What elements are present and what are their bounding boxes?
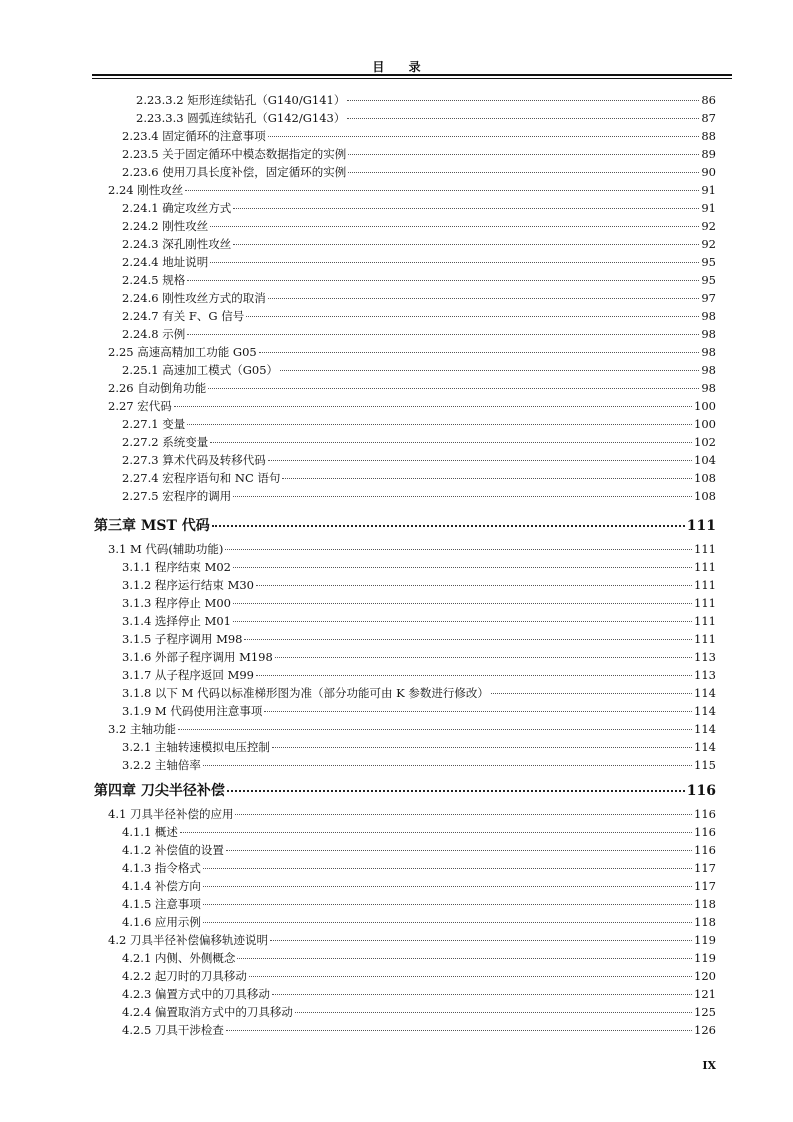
toc-entry-page: 91 <box>701 201 716 215</box>
dot-leader <box>268 298 700 299</box>
dot-leader <box>348 154 699 155</box>
toc-entry[interactable] <box>122 879 716 893</box>
toc-entry[interactable] <box>122 861 716 875</box>
toc-entry[interactable] <box>122 578 716 592</box>
header-rule-thin <box>92 78 732 79</box>
toc-entry-title: 4.2.4 偏置取消方式中的刀具移动 <box>122 1005 293 1019</box>
toc-entry-page: 104 <box>694 453 716 467</box>
toc-entry-page: 118 <box>694 897 716 911</box>
toc-entry[interactable] <box>122 704 716 718</box>
dot-leader <box>268 136 700 137</box>
dot-leader <box>233 244 699 245</box>
toc-entry[interactable] <box>108 722 716 736</box>
toc-entry-page: 95 <box>701 255 716 269</box>
dot-leader <box>208 388 699 389</box>
toc-entry[interactable] <box>108 381 716 395</box>
toc-entry-title: 2.27.3 算术代码及转移代码 <box>122 453 266 467</box>
toc-entry-title: 4.1.1 概述 <box>122 825 178 839</box>
toc-entry[interactable] <box>122 255 716 269</box>
dot-leader <box>295 1012 692 1013</box>
dot-leader <box>226 850 692 851</box>
toc-entry-title: 2.23.3.3 圆弧连续钻孔（G142/G143） <box>136 111 346 125</box>
toc-entry-title: 4.2.3 偏置方式中的刀具移动 <box>122 987 270 1001</box>
toc-entry-page: 116 <box>694 843 716 857</box>
toc-entry[interactable] <box>122 363 716 377</box>
dot-leader <box>174 406 692 407</box>
toc-entry-title: 3.1.8 以下 M 代码以标准梯形图为准（部分功能可由 K 参数进行修改） <box>122 686 489 700</box>
dot-leader <box>249 976 692 977</box>
toc-entry-page: 95 <box>701 273 716 287</box>
toc-entry-title: 3.1 M 代码(辅助功能) <box>108 542 224 556</box>
toc-entry-page: 111 <box>694 632 716 646</box>
toc-entry-title: 4.1.5 注意事项 <box>122 897 201 911</box>
toc-entry-page: 100 <box>694 417 716 431</box>
header-rule-thick <box>92 74 732 76</box>
dot-leader <box>203 868 692 869</box>
toc-entry[interactable] <box>122 1005 716 1019</box>
toc-entry-page: 111 <box>686 518 716 534</box>
toc-entry-title: 4.1.4 补偿方向 <box>122 879 201 893</box>
toc-entry-title: 2.27.1 变量 <box>122 417 186 431</box>
toc-entry-page: 92 <box>701 219 716 233</box>
toc-entry-page: 90 <box>701 165 716 179</box>
toc-entry-page: 89 <box>701 147 716 161</box>
toc-entry-page: 111 <box>694 560 716 574</box>
dot-leader <box>272 994 692 995</box>
toc-entry[interactable] <box>122 614 716 628</box>
toc-entry[interactable] <box>122 471 716 485</box>
toc-entry-page: 98 <box>701 363 716 377</box>
toc-entry[interactable] <box>122 632 716 646</box>
dot-leader <box>233 567 692 568</box>
toc-entry[interactable] <box>122 1023 716 1037</box>
toc-entry-page: 126 <box>694 1023 716 1037</box>
toc-entry-title: 2.24.7 有关 F、G 信号 <box>122 309 245 323</box>
toc-entry-title: 2.27 宏代码 <box>108 399 172 413</box>
toc-entry-page: 111 <box>694 542 716 556</box>
dot-leader <box>237 958 692 959</box>
toc-entry-title: 2.25.1 高速加工模式（G05） <box>122 363 279 377</box>
dot-leader <box>275 657 692 658</box>
toc-entry[interactable] <box>122 147 716 161</box>
toc-entry-page: 111 <box>694 614 716 628</box>
dot-leader <box>347 100 699 101</box>
toc-entry[interactable] <box>122 758 716 772</box>
dot-leader <box>348 172 699 173</box>
toc-entry-page: 102 <box>694 435 716 449</box>
toc-entry-page: 86 <box>701 93 716 107</box>
toc-entry-title: 2.24.4 地址说明 <box>122 255 209 269</box>
toc-chapter-entry[interactable] <box>94 783 716 800</box>
toc-entry-title: 3.2 主轴功能 <box>108 722 176 736</box>
toc-entry-page: 120 <box>694 969 716 983</box>
toc-entry-page: 125 <box>694 1005 716 1019</box>
toc-entry-title: 4.2.1 内侧、外侧概念 <box>122 951 236 965</box>
toc-entry-page: 113 <box>694 668 716 682</box>
dot-leader <box>210 442 692 443</box>
toc-entry-page: 114 <box>694 686 716 700</box>
toc-entry-page: 116 <box>686 783 716 799</box>
toc-entry[interactable] <box>122 897 716 911</box>
toc-entry[interactable] <box>108 183 716 197</box>
toc-entry[interactable] <box>136 93 716 107</box>
toc-entry-page: 121 <box>694 987 716 1001</box>
toc-entry-page: 119 <box>694 933 716 947</box>
toc-entry[interactable] <box>136 111 716 125</box>
dot-leader <box>244 639 692 640</box>
toc-entry-title: 2.23.4 固定循环的注意事项 <box>122 129 266 143</box>
toc-entry[interactable] <box>122 825 716 839</box>
dot-leader <box>256 585 692 586</box>
toc-entry-page: 97 <box>701 291 716 305</box>
toc-entry-title: 4.2 刀具半径补偿偏移轨迹说明 <box>108 933 268 947</box>
toc-entry-title: 2.24.5 规格 <box>122 273 186 287</box>
toc-entry-title: 第四章 刀尖半径补偿 <box>94 783 225 799</box>
toc-entry-page: 98 <box>701 327 716 341</box>
toc-entry-page: 114 <box>694 722 716 736</box>
toc-entry[interactable] <box>108 399 716 413</box>
toc-entry[interactable] <box>108 933 716 947</box>
toc-entry-page: 115 <box>694 758 716 772</box>
dot-leader <box>203 886 692 887</box>
toc-entry[interactable] <box>122 201 716 215</box>
dot-leader <box>185 190 699 191</box>
toc-entry-title: 4.2.5 刀具干涉检查 <box>122 1023 224 1037</box>
toc-entry-page: 119 <box>694 951 716 965</box>
dot-leader <box>233 208 699 209</box>
dot-leader <box>178 729 692 730</box>
dot-leader <box>259 352 700 353</box>
dot-leader <box>233 603 692 604</box>
toc-entry-page: 88 <box>701 129 716 143</box>
dot-leader <box>270 940 692 941</box>
toc-entry-page: 118 <box>694 915 716 929</box>
dot-leader <box>187 424 692 425</box>
toc-entry[interactable] <box>108 807 716 821</box>
dot-leader <box>212 525 685 527</box>
toc-entry-title: 2.24.8 示例 <box>122 327 186 341</box>
toc-entry-title: 4.2.2 起刀时的刀具移动 <box>122 969 247 983</box>
toc-entry-title: 4.1.3 指令格式 <box>122 861 201 875</box>
toc-entry[interactable] <box>122 650 716 664</box>
toc-entry[interactable] <box>122 915 716 929</box>
toc-entry[interactable] <box>108 542 716 556</box>
toc-entry-title: 2.24.2 刚性攻丝 <box>122 219 209 233</box>
toc-entry-page: 108 <box>694 471 716 485</box>
toc-entry-page: 114 <box>694 740 716 754</box>
toc-entry-page: 117 <box>694 861 716 875</box>
toc-entry-title: 3.1.3 程序停止 M00 <box>122 596 231 610</box>
toc-entry-page: 91 <box>701 183 716 197</box>
toc-entry-title: 3.1.1 程序结束 M02 <box>122 560 231 574</box>
dot-leader <box>203 904 692 905</box>
toc-entry-page: 117 <box>694 879 716 893</box>
toc-entry-title: 3.1.2 程序运行结束 M30 <box>122 578 254 592</box>
dot-leader <box>347 118 699 119</box>
dot-leader <box>233 621 692 622</box>
toc-entry-page: 87 <box>701 111 716 125</box>
footer-page-number: IX <box>702 1059 716 1072</box>
toc-entry[interactable] <box>122 668 716 682</box>
dot-leader <box>233 496 692 497</box>
toc-entry-page: 113 <box>694 650 716 664</box>
toc-entry-title: 3.2.1 主轴转速模拟电压控制 <box>122 740 270 754</box>
toc-entry-title: 4.1.6 应用示例 <box>122 915 201 929</box>
toc-entry-title: 3.1.9 M 代码使用注意事项 <box>122 704 263 718</box>
toc-entry-title: 3.1.7 从子程序返回 M99 <box>122 668 254 682</box>
toc-entry-page: 108 <box>694 489 716 503</box>
dot-leader <box>225 549 692 550</box>
toc-entry[interactable] <box>122 273 716 287</box>
dot-leader <box>226 1030 692 1031</box>
dot-leader <box>272 747 692 748</box>
dot-leader <box>210 226 699 227</box>
toc-entry-title: 2.27.4 宏程序语句和 NC 语句 <box>122 471 281 485</box>
dot-leader <box>180 832 692 833</box>
dot-leader <box>187 334 699 335</box>
toc-entry[interactable] <box>108 345 716 359</box>
toc-entry[interactable] <box>122 686 716 700</box>
toc-entry[interactable] <box>122 291 716 305</box>
toc-entry-title: 2.27.2 系统变量 <box>122 435 209 449</box>
toc-entry-title: 2.23.3.2 矩形连续钻孔（G140/G141） <box>136 93 346 107</box>
toc-entry-page: 111 <box>694 596 716 610</box>
toc-entry[interactable] <box>122 951 716 965</box>
toc-entry[interactable] <box>122 219 716 233</box>
toc-entry-page: 92 <box>701 237 716 251</box>
dot-leader <box>210 262 699 263</box>
toc-entry[interactable] <box>122 596 716 610</box>
toc-entry[interactable] <box>122 560 716 574</box>
toc-entry[interactable] <box>122 489 716 503</box>
toc-entry-title: 2.27.5 宏程序的调用 <box>122 489 232 503</box>
dot-leader <box>187 280 699 281</box>
toc-entry-title: 3.1.4 选择停止 M01 <box>122 614 231 628</box>
toc-entry-title: 2.24.3 深孔刚性攻丝 <box>122 237 232 251</box>
toc-entry-title: 3.2.2 主轴倍率 <box>122 758 201 772</box>
toc-entry[interactable] <box>122 165 716 179</box>
toc-chapter-entry[interactable] <box>94 518 716 535</box>
dot-leader <box>203 765 692 766</box>
toc-entry-title: 3.1.6 外部子程序调用 M198 <box>122 650 273 664</box>
toc-entry-title: 2.24.1 确定攻丝方式 <box>122 201 232 215</box>
dot-leader <box>203 922 692 923</box>
toc-entry-title: 2.23.5 关于固定循环中模态数据指定的实例 <box>122 147 347 161</box>
toc-entry-page: 100 <box>694 399 716 413</box>
toc-entry[interactable] <box>122 129 716 143</box>
dot-leader <box>282 478 692 479</box>
toc-entry-page: 116 <box>694 825 716 839</box>
toc-entry-page: 111 <box>694 578 716 592</box>
toc-entry-title: 3.1.5 子程序调用 M98 <box>122 632 243 646</box>
toc-entry-title: 4.1 刀具半径补偿的应用 <box>108 807 234 821</box>
toc-entry-page: 98 <box>701 309 716 323</box>
toc-entry-title: 4.1.2 补偿值的设置 <box>122 843 224 857</box>
toc-entry[interactable] <box>122 843 716 857</box>
toc-entry[interactable] <box>122 237 716 251</box>
toc-entry[interactable] <box>122 309 716 323</box>
toc-entry[interactable] <box>122 327 716 341</box>
toc-entry-title: 第三章 MST 代码 <box>94 518 210 534</box>
toc-entry[interactable] <box>122 453 716 467</box>
dot-leader <box>491 693 692 694</box>
toc-entry[interactable] <box>122 740 716 754</box>
toc-entry-page: 114 <box>694 704 716 718</box>
toc-entry-page: 98 <box>701 381 716 395</box>
dot-leader <box>280 370 699 371</box>
dot-leader <box>246 316 699 317</box>
toc-entry-title: 2.24 刚性攻丝 <box>108 183 184 197</box>
toc-entry[interactable] <box>122 435 716 449</box>
toc-entry-page: 98 <box>701 345 716 359</box>
toc-entry-title: 2.24.6 刚性攻丝方式的取消 <box>122 291 266 305</box>
page-header-title: 目 录 <box>372 60 431 74</box>
toc-entry-title: 2.25 高速高精加工功能 G05 <box>108 345 257 359</box>
dot-leader <box>235 814 692 815</box>
toc-entry-title: 2.26 自动倒角功能 <box>108 381 207 395</box>
toc-entry[interactable] <box>122 969 716 983</box>
toc-entry[interactable] <box>122 987 716 1001</box>
dot-leader <box>227 790 685 792</box>
dot-leader <box>264 711 692 712</box>
dot-leader <box>256 675 692 676</box>
toc-entry[interactable] <box>122 417 716 431</box>
dot-leader <box>268 460 692 461</box>
toc-entry-page: 116 <box>694 807 716 821</box>
toc-entry-title: 2.23.6 使用刀具长度补偿，固定循环的实例 <box>122 165 347 179</box>
